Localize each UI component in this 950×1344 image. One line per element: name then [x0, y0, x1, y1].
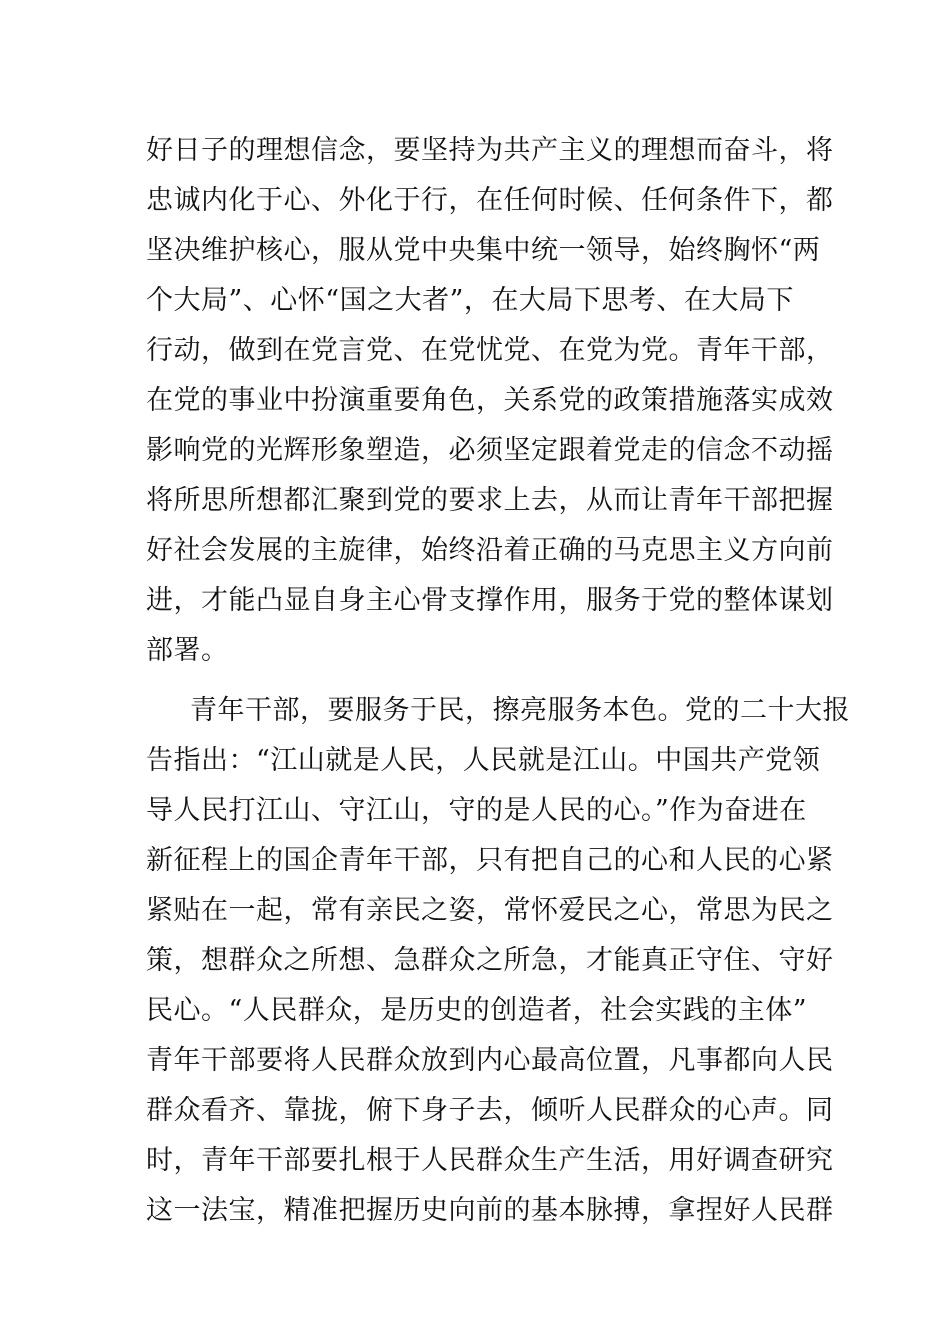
paragraph-line: 影响党的光辉形象塑造，必须坚定跟着党走的信念不动摇 — [146, 435, 834, 466]
paragraph-line: 群众看齐、靠拢，俯下身子去，倾听人民群众的心声。同 — [146, 1095, 834, 1126]
paragraph-line: 导人民打江山、守江山，守的是人民的心。”作为奋进在 — [146, 795, 807, 826]
paragraph-line: 青年干部，要服务于民，擦亮服务本色。党的二十大报 — [190, 695, 850, 726]
paragraph-line: 将所思所想都汇聚到党的要求上去，从而让青年干部把握 — [146, 485, 834, 516]
paragraph-line: 部署。 — [146, 635, 229, 666]
paragraph-line: 时，青年干部要扎根于人民群众生产生活，用好调查研究 — [146, 1145, 834, 1176]
paragraph-line: 紧贴在一起，常有亲民之姿，常怀爱民之心，常思为民之 — [146, 895, 834, 926]
paragraph-line: 策，想群众之所想、急群众之所急，才能真正守住、守好 — [146, 945, 834, 976]
paragraph-line: 好日子的理想信念，要坚持为共产主义的理想而奋斗，将 — [146, 135, 834, 166]
paragraph-line: 这一法宝，精准把握历史向前的基本脉搏，拿捏好人民群 — [146, 1195, 834, 1226]
paragraph-line: 在党的事业中扮演重要角色，关系党的政策措施落实成效 — [146, 385, 834, 416]
paragraph-spacer — [146, 676, 816, 686]
paragraph-line: 个大局”、心怀“国之大者”，在大局下思考、在大局下 — [146, 285, 794, 316]
paragraph-line: 民心。“人民群众，是历史的创造者，社会实践的主体” — [146, 995, 808, 1026]
paragraph-line: 忠诚内化于心、外化于行，在任何时候、任何条件下，都 — [146, 185, 834, 216]
document-body — [146, 126, 850, 1236]
paragraph-1 — [146, 126, 834, 676]
paragraph-line: 进，才能凸显自身主心骨支撑作用，服务于党的整体谋划 — [146, 585, 834, 616]
paragraph-2 — [146, 686, 850, 1236]
paragraph-line: 告指出：“江山就是人民，人民就是江山。中国共产党领 — [146, 745, 821, 776]
paragraph-line: 新征程上的国企青年干部，只有把自己的心和人民的心紧 — [146, 845, 834, 876]
paragraph-line: 青年干部要将人民群众放到内心最高位置，凡事都向人民 — [146, 1045, 834, 1076]
paragraph-line: 坚决维护核心，服从党中央集中统一领导，始终胸怀“两 — [146, 235, 821, 266]
paragraph-line: 行动，做到在党言党、在党忧党、在党为党。青年干部， — [146, 335, 834, 366]
paragraph-line: 好社会发展的主旋律，始终沿着正确的马克思主义方向前 — [146, 535, 834, 566]
